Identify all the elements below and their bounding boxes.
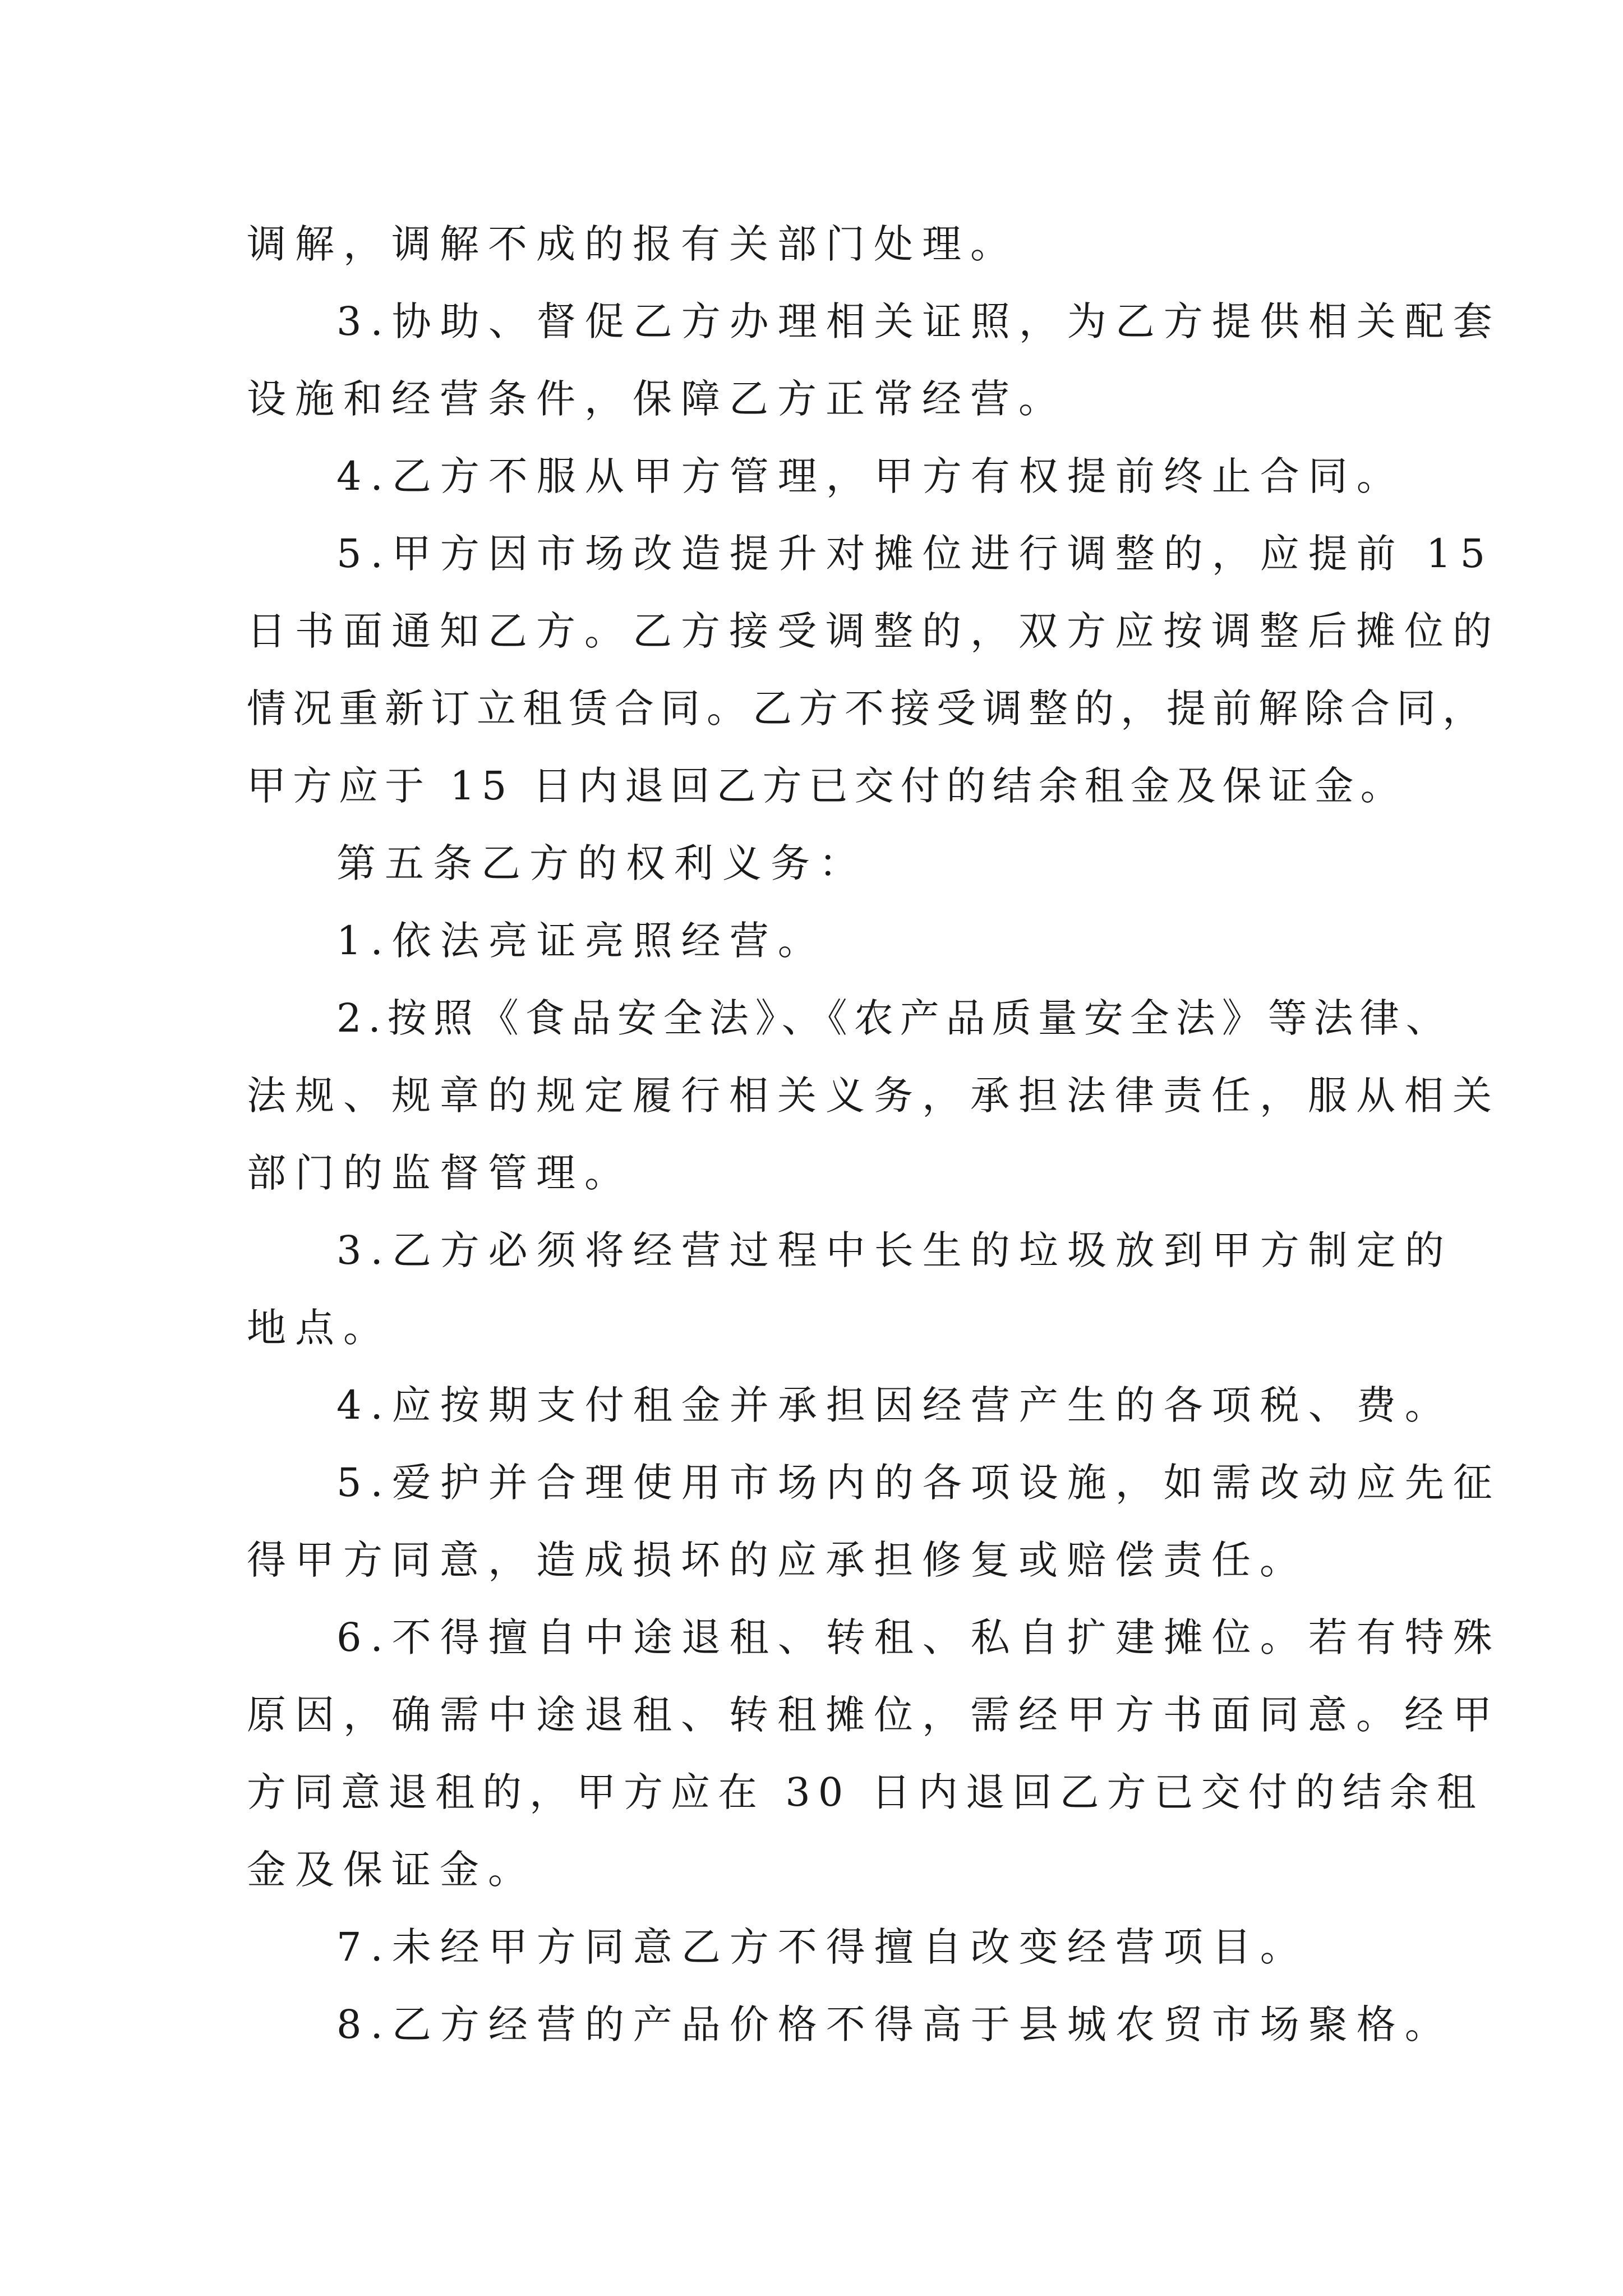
text-line: 甲方应于 15 日内退回乙方已交付的结余租金及保证金。 (247, 763, 1407, 809)
text-line: 方同意退租的，甲方应在 30 日内退回乙方已交付的结余租 (247, 1769, 1484, 1815)
text-line: 7.未经甲方同意乙方不得擅自改变经营项目。 (336, 1924, 1308, 1970)
text-line: 6.不得擅自中途退租、转租、私自扩建摊位。若有特殊 (336, 1614, 1501, 1660)
text-line: 地点。 (247, 1305, 391, 1351)
text-line: 4.应按期支付租金并承担因经营产生的各项税、费。 (336, 1382, 1453, 1428)
section-heading: 第五条乙方的权利义务： (336, 840, 867, 886)
text-line: 5.甲方因市场改造提升对摊位进行调整的，应提前 15 (336, 531, 1495, 577)
text-line: 法规、规章的规定履行相关义务，承担法律责任，服从相关 (247, 1073, 1501, 1119)
text-line: 1.依法亮证亮照经营。 (336, 918, 826, 964)
text-line: 2.按照《食品安全法》、《农产品质量安全法》等法律、 (336, 995, 1452, 1041)
text-line: 设施和经营条件，保障乙方正常经营。 (247, 376, 1067, 422)
text-line: 5.爱护并合理使用市场内的各项设施，如需改动应先征 (336, 1460, 1501, 1506)
text-line: 3.乙方必须将经营过程中长生的垃圾放到甲方制定的 (336, 1227, 1453, 1273)
text-line: 原因，确需中途退租、转租摊位，需经甲方书面同意。经甲 (247, 1692, 1501, 1738)
text-line: 部门的监督管理。 (247, 1150, 633, 1196)
text-line: 8.乙方经营的产品价格不得高于县城农贸市场聚格。 (336, 2001, 1453, 2047)
text-line: 金及保证金。 (247, 1847, 536, 1893)
text-line: 4.乙方不服从甲方管理，甲方有权提前终止合同。 (336, 453, 1405, 499)
text-line: 情况重新订立租赁合同。乙方不接受调整的，提前解除合同， (247, 685, 1488, 731)
text-line: 调解，调解不成的报有关部门处理。 (247, 221, 1018, 267)
text-line: 日书面通知乙方。乙方接受调整的，双方应按调整后摊位的 (247, 608, 1501, 654)
text-line: 得甲方同意，造成损坏的应承担修复或赔偿责任。 (247, 1537, 1308, 1583)
text-line: 3.协助、督促乙方办理相关证照，为乙方提供相关配套 (336, 298, 1501, 344)
